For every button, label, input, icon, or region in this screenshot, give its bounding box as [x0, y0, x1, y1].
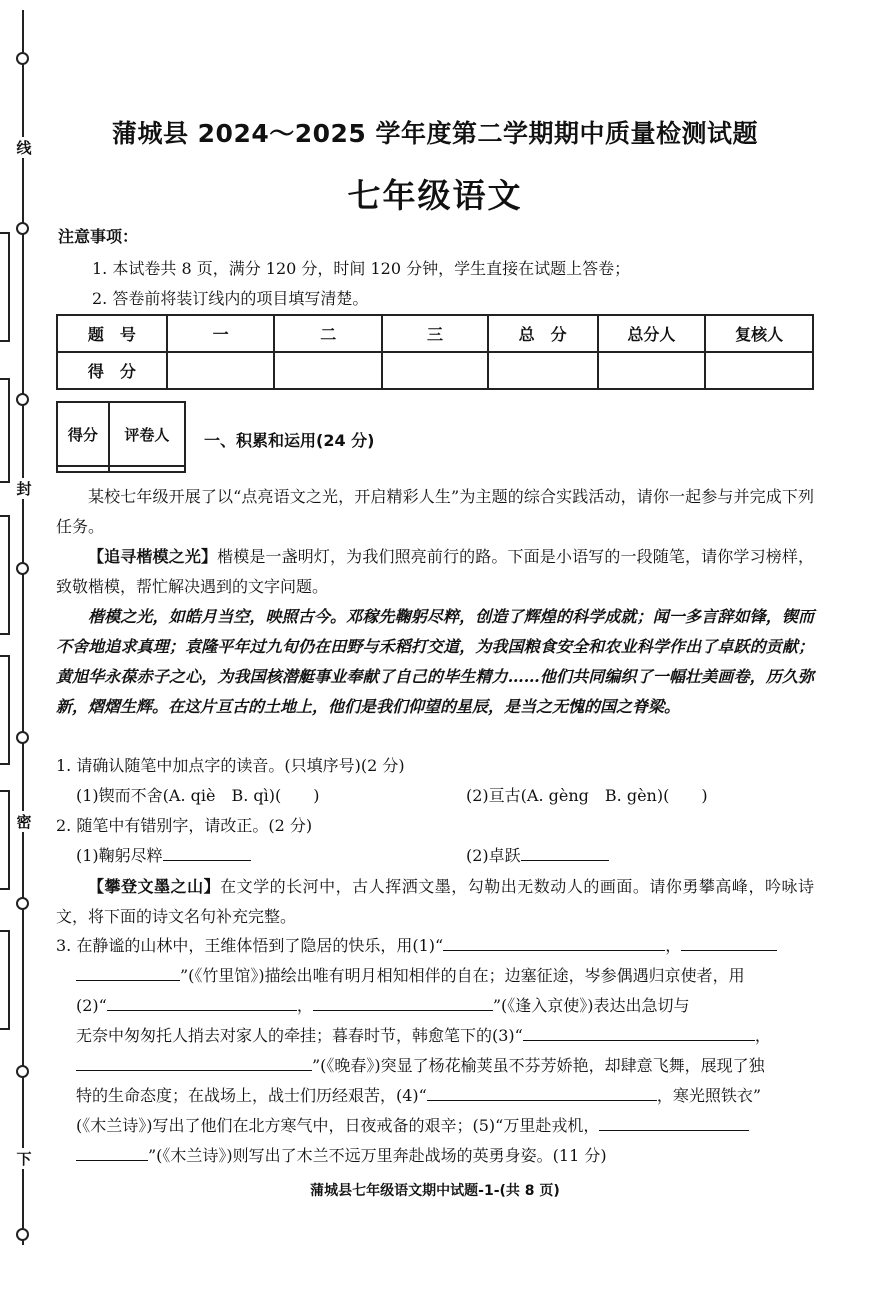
answer-blank[interactable]: [313, 993, 493, 1011]
answer-blank[interactable]: [523, 1023, 755, 1041]
task1-heading: 【追寻楷模之光】: [88, 547, 218, 566]
q2-item-a-label: (1)鞠躬尽粹: [76, 846, 163, 865]
q3-text: ”(《晚春》)突显了杨花榆荚虽不芬芳娇艳，却肆意飞舞，展现了独: [312, 1056, 765, 1075]
answer-blank[interactable]: [521, 843, 609, 861]
q3-text: (《木兰诗》)写出了他们在北方寒气中，日夜戒备的艰辛；(5)“万里赴戎机，: [76, 1116, 600, 1135]
q3-line-3: [76, 993, 690, 1016]
section-title: 一、积累和运用(24 分): [204, 431, 375, 450]
intro-paragraph: 某校七年级开展了以“点亮语文之光，开启精彩人生”为主题的综合实践活动，请你一起参与并完成下列任务。: [56, 487, 814, 536]
subject-title: 七年级语文: [347, 176, 523, 215]
score-table: [56, 314, 814, 390]
task2-heading: 【攀登文墨之山】: [88, 877, 221, 896]
answer-blank[interactable]: [443, 933, 665, 951]
answer-blank[interactable]: [107, 993, 297, 1011]
binding-hole-dot: [16, 52, 29, 65]
q3-text: 无奈中匆匆托人捎去对家人的牵挂；暮春时节，韩愈笔下的(3)“: [76, 1026, 523, 1045]
binding-hole-dot: [16, 222, 29, 235]
q3-text: ，: [665, 936, 682, 955]
note-item: 2. 答卷前将装订线内的项目填写清楚。: [92, 289, 369, 308]
task2-text: 在文学的长河中，古人挥洒文墨，勾勒出无数动人的画面。请你勇攀高峰，吟咏诗文，将下面的诗文名句补充完整。: [56, 877, 814, 926]
binding-hole-dot: [16, 1065, 29, 1078]
q3-text: ”(《逢入京使》)表达出急切与: [492, 996, 690, 1015]
grader-score-cell[interactable]: [57, 466, 109, 472]
q2-item-b-label: (2)卓跃: [466, 846, 521, 865]
score-header-cell: 复核人: [705, 315, 813, 352]
grader-reviewer-cell[interactable]: [109, 466, 185, 472]
grader-table: [56, 401, 186, 473]
q1-option-a: (1)锲而不舍(A. qiè B. qì)( ): [76, 786, 320, 805]
binding-box: [0, 790, 10, 890]
q3-text: ”(《木兰诗》)则写出了木兰不远万里奔赴战场的英勇身姿。(11 分): [148, 1146, 607, 1165]
q3-line-7: [76, 1113, 749, 1136]
q3-text: ，: [754, 1026, 771, 1045]
q3-text: ，: [296, 996, 313, 1015]
task2-paragraph: [56, 872, 814, 932]
grader-score-label: 得分: [57, 402, 109, 466]
answer-blank[interactable]: [681, 933, 777, 951]
page-footer: 蒲城县七年级语文期中试题-1-(共 8 页): [310, 1183, 560, 1199]
grader-reviewer-label: 评卷人: [109, 402, 185, 466]
q3-text: 特的生命态度；在战场上，战士们历经艰苦，(4)“: [76, 1086, 427, 1105]
score-header-cell: 二: [274, 315, 382, 352]
answer-blank[interactable]: [163, 843, 251, 861]
answer-blank[interactable]: [76, 963, 180, 981]
binding-char-line: 线: [14, 137, 34, 158]
q3-text: 3. 在静谧的山林中，王维体悟到了隐居的快乐，用(1)“: [56, 936, 444, 955]
q2-item-b: [466, 843, 609, 866]
essay-paragraph: 楷模之光，如皓月当空，映照古今。邓稼先鞠躬尽粹，创造了辉煌的科学成就；闻一多言辞如锋，锲而不舍地追求真理；袁隆平年过九旬仍在田野与禾稻打交道，为我国粮食安全和农业科学作出了卓跃的贡献；黄旭华永葆赤子之心，为我国核潜艇事业奉献了自己的毕生精力……他们共同编织了一幅壮美画卷，历久弥新，熠熠生辉。在这片亘古的土地上，他们是我们仰望的星辰，是当之无愧的国之脊梁。: [56, 607, 814, 716]
binding-hole-dot: [16, 393, 29, 406]
q3-line-5: [76, 1053, 765, 1076]
score-header-cell: 总 分: [488, 315, 598, 352]
binding-char-down: 下: [14, 1148, 34, 1169]
binding-hole-dot: [16, 897, 29, 910]
q3-text: (2)“: [76, 996, 107, 1015]
q3-text: ”(《竹里馆》)描绘出唯有明月相知相伴的自在；边塞征途，岑参偶遇归京使者，用: [180, 966, 745, 985]
answer-blank[interactable]: [599, 1113, 749, 1131]
binding-char-secret: 密: [14, 811, 34, 832]
q3-line-6: [76, 1083, 761, 1106]
score-header-cell: 三: [382, 315, 488, 352]
task1-text: 楷模是一盏明灯，为我们照亮前行的路。下面是小语写的一段随笔，请你学习榜样，致敬楷模，帮忙解决遇到的文字问题。: [56, 547, 814, 596]
q3-line-4: [76, 1023, 771, 1046]
q3-line-1: [56, 933, 777, 956]
q2-item-a: [76, 843, 251, 866]
q1-stem: 1. 请确认随笔中加点字的读音。(只填序号)(2 分): [56, 756, 405, 775]
binding-hole-dot: [16, 562, 29, 575]
q3-text: ，寒光照铁衣”: [656, 1086, 762, 1105]
score-row-label: 得 分: [57, 352, 167, 389]
score-cell[interactable]: [598, 352, 706, 389]
binding-hole-dot: [16, 1228, 29, 1241]
q3-line-2: [76, 963, 745, 986]
binding-box: [0, 930, 10, 1030]
score-header-cell: 总分人: [598, 315, 706, 352]
binding-char-seal: 封: [14, 478, 34, 499]
binding-box: [0, 655, 10, 765]
score-cell[interactable]: [167, 352, 275, 389]
answer-blank[interactable]: [427, 1083, 657, 1101]
answer-blank[interactable]: [76, 1143, 148, 1161]
task1-paragraph: [56, 542, 814, 602]
score-cell[interactable]: [705, 352, 813, 389]
score-cell[interactable]: [488, 352, 598, 389]
score-header-cell: 题 号: [57, 315, 167, 352]
exam-title: 蒲城县 2024～2025 学年度第二学期期中质量检测试题: [111, 119, 759, 148]
binding-box: [0, 232, 10, 342]
q2-stem: 2. 随笔中有错别字，请改正。(2 分): [56, 816, 313, 835]
notes-heading: 注意事项：: [58, 227, 139, 246]
score-cell[interactable]: [382, 352, 488, 389]
binding-box: [0, 515, 10, 635]
binding-hole-dot: [16, 731, 29, 744]
q3-line-8: [76, 1143, 607, 1166]
note-item: 1. 本试卷共 8 页，满分 120 分，时间 120 分钟，学生直接在试题上答卷；: [92, 259, 631, 278]
q1-option-b: (2)亘古(A. gèng B. gèn)( ): [466, 786, 708, 805]
binding-box: [0, 378, 10, 483]
answer-blank[interactable]: [76, 1053, 312, 1071]
score-cell[interactable]: [274, 352, 382, 389]
score-header-cell: 一: [167, 315, 275, 352]
